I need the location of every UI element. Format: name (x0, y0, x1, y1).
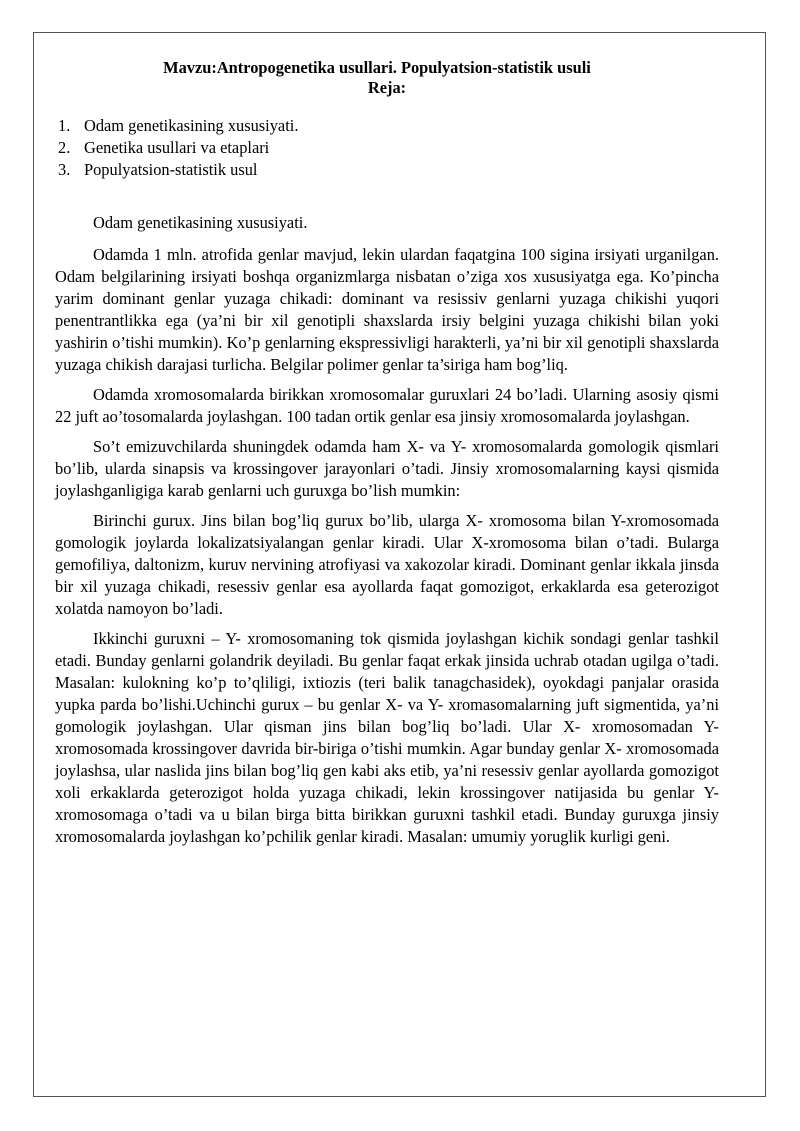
plan-item-text: Populyatsion-statistik usul (84, 160, 258, 179)
title-topic: Mavzu:Antropogenetika usullari. Populyatsion-statistik usuli (163, 58, 591, 77)
body-paragraph: Odamda xromosomalarda birikkan xromosomalar guruxlari 24 bo’ladi. Ularning asosiy qismi 22 juft ao’tosomalarda joylashgan. 100 tadan ortik genlar esa jinsiy xromosomalarda joylashgan. (55, 385, 719, 426)
body-paragraph: Odamda 1 mln. atrofida genlar mavjud, lekin ulardan faqatgina 100 sigina irsiyati urganilgan. Odam belgilarining irsiyati boshqa organizmlarga nisbatan o’ziga xos xususiyatga ega. Ko’pincha yarim dominant genlar yuzaga chikadi: dominant va resissiv genlarni yuzaga chikishi yuqori penentrantlikka ega (ya’ni bir xil genotipli shaxslarda irsiy belgini yuzaga chikishi bilan yoki yashirin o’tishi mumkin). Ko’p genlarning ekspressivligi harakterli, ya’ni bir xil genotipli shaxslarda yuzaga chikish darajasi turlicha. Belgilar polimer genlar ta’siriga ham bog’liq. (55, 245, 719, 374)
body-paragraph: Ikkinchi guruxni – Y- xromosomaning tok qismida joylashgan kichik sondagi genlar tashkil etadi. Bunday genlarni golandrik deyiladi. Bu genlar faqat erkak jinsida uchrab otadan ugilga o’tadi. Masalan: kulokning ko’p to’qliligi, ixtiozis (teri balik tanagchasidek), oyokdagi panjalar orasida yupka parda bo’lishi.Uchinchi gurux – bu genlar X- va Y- xromasomalarning juft sigmentida, ya’ni gomologik joylashgan. Ular qisman jins bilan bog’liq bo’ladi. Ular X- xromosomadan Y- xromosomada krossingover davrida bir-biriga o’tishi mumkin. Agar bunday genlar X- xromosomada joylashsa, ular naslida jins bilan bog’liq gen kabi aks etib, ya’ni resessiv genlar ayollarda gomozigot xoli erkaklarda geterozigot holda yuzaga chikadi, lekin krossingover natijasida bu genlar Y- xromosomaga o’tadi va u bilan birga bitta birikkan guruxni tashkil etadi. Bunday guruxga jinsiy xromosomalarda joylashgan ko’pchilik genlar kiradi. Masalan: umumiy yoruglik kurligi geni. (55, 629, 719, 846)
plan-item-text: Genetika usullari va etaplari (84, 138, 270, 157)
body-paragraph: So’t emizuvchilarda shuningdek odamda ham X- va Y- xromosomalarda gomologik qismlari bo’lib, ularda sinapsis va krossingover jarayonlari o’tadi. Jinsiy xromosomalarning kaysi qismida joylashganligiga karab genlarni uch guruxga bo’lish mumkin: (55, 437, 719, 500)
document-body (55, 58, 719, 848)
plan-item-number: 2. (58, 138, 71, 157)
plan-list (55, 115, 719, 181)
plan-item-number: 1. (58, 116, 71, 135)
document-title (55, 58, 719, 98)
plan-item (55, 137, 719, 159)
plan-item (55, 159, 719, 181)
plan-item (55, 115, 719, 137)
section-heading: Odam genetikasining xususiyati. (93, 213, 308, 232)
plan-item-text: Odam genetikasining xususiyati. (84, 116, 299, 135)
plan-item-number: 3. (58, 160, 71, 179)
body-paragraph: Birinchi gurux. Jins bilan bog’liq gurux bo’lib, ularga X- xromosoma bilan Y-xromosomada gomologik joylarda lokalizatsiyalangan genlar kiradi. Ular X-xromosoma bilan o’tadi. Bularga gemofiliya, daltonizm, kuruv nervining atrofiyasi va xakozolar kiradi. Dominant genlar ikkala jinsda bir xil yuzaga chikadi, resessiv genlar esa ayollarda faqat gomozigot, erkaklarda esa geterozigot xolatda namoyon bo’ladi. (55, 511, 719, 618)
title-plan-heading: Reja: (367, 78, 407, 97)
